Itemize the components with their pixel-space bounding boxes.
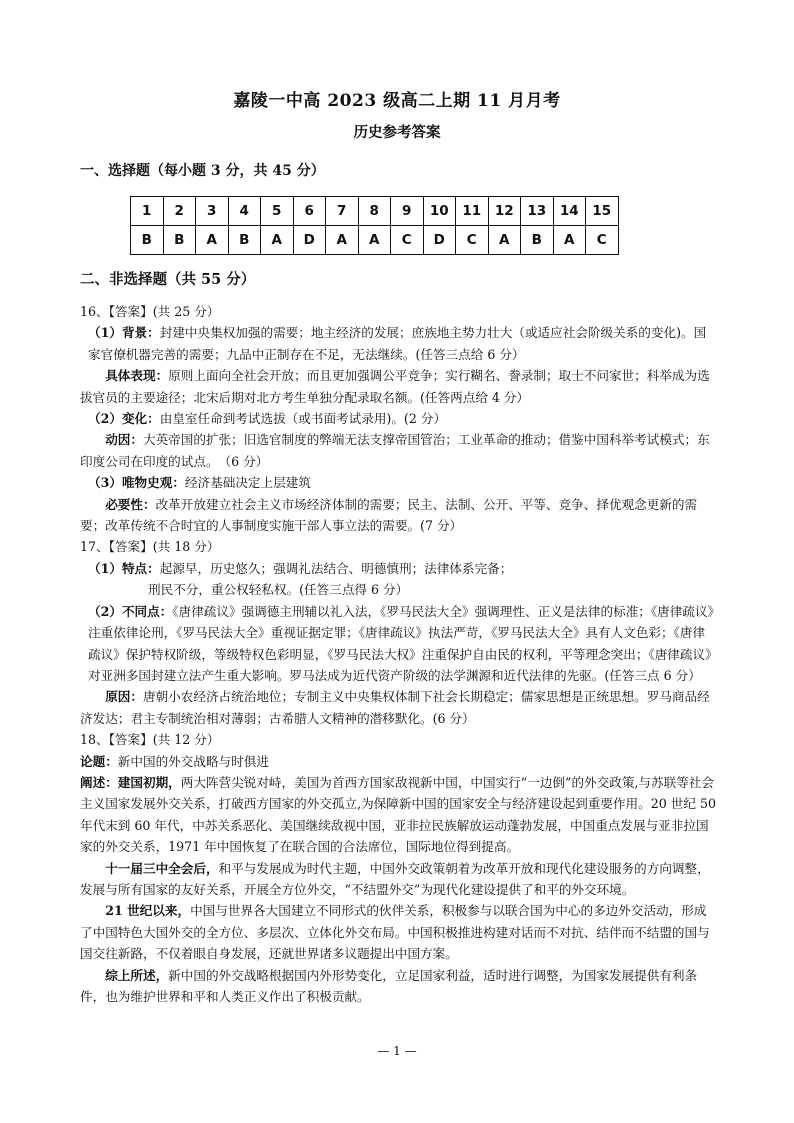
q18-topic-text: 新中国的外交战略与时俱进 xyxy=(117,753,269,769)
q16-necessity xyxy=(80,494,716,537)
q17-differences-label: （2）不同点： xyxy=(88,603,173,619)
question-number-cell: 9 xyxy=(391,197,424,226)
q18-topic xyxy=(80,751,716,772)
answer-cell: B xyxy=(131,226,164,255)
section-2-heading: 二、非选择题（共 55 分） xyxy=(80,271,256,288)
q16-background xyxy=(80,322,716,365)
q16-change xyxy=(80,408,716,429)
q16-necessity-label: 必要性： xyxy=(105,496,156,512)
question-number-cell: 1 xyxy=(131,197,164,226)
q18-reform-text: 和平与发展成为时代主题，中国外交政策朝着为改革开放和现代化建设服务的方向调整，发展与所有国家的友好关系，开展全方位外交，“不结盟外交”为现代化建设提供了和平的外交环境。 xyxy=(80,860,710,897)
q16-change-text: 由皇室任命到考试选拔（或书面考试录用)。(2 分） xyxy=(159,411,447,427)
q18-reform xyxy=(80,858,716,901)
q16-manifestation xyxy=(80,365,716,408)
q16-motive-text: 大英帝国的扩张；旧选官制度的弊端无法支撑帝国管治；工业革命的推动；借鉴中国科举考试模式；东印度公司在印度的试点。 （6 分） xyxy=(80,432,710,469)
answer-cell: B xyxy=(521,226,554,255)
question-number-cell: 2 xyxy=(163,197,196,226)
q18-21st-century-text: 中国与世界各大国建立不同形式的伙伴关系，积极参与以联合国为中心的多边外交活动，形成了中国特色大国外交的全方位、多层次、立体化外交布局。中国积极推进构建对话而不对抗、结伴而不结盟的国与国交往新路，不仅着眼自身发展，还就世界诸多议题提出中国方案。 xyxy=(80,903,710,962)
answer-cell: C xyxy=(586,226,619,255)
q16-manifestation-text: 原则上面向全社会开放；而且更加强调公平竞争；实行糊名、誊录制；取士不问家世；科举成为选拔官员的主要途径；北宋后期对北方考生单独分配录取名额。(任答两点给 4 分） xyxy=(80,368,710,405)
q18-21st-century xyxy=(80,900,716,964)
answer-table-answer-row xyxy=(131,226,619,255)
q18-21st-century-label: 21 世纪以来， xyxy=(105,903,191,919)
question-number-cell: 15 xyxy=(586,197,619,226)
q16-motive xyxy=(80,429,716,472)
answer-cell: A xyxy=(358,226,391,255)
answer-cell: A xyxy=(326,226,359,255)
q17-differences xyxy=(80,601,716,687)
q17-header: 17、【答案】(共 18 分） xyxy=(80,539,220,555)
page-title: 嘉陵一中高 2023 级高二上期 11 月月考 xyxy=(233,91,561,111)
q18-conclusion xyxy=(80,965,716,1008)
page-number: — 1 — xyxy=(377,1044,417,1058)
answer-cell: B xyxy=(163,226,196,255)
q16-header: 16、【答案】(共 25 分） xyxy=(80,304,220,319)
question-number-cell: 4 xyxy=(228,197,261,226)
question-number-cell: 12 xyxy=(488,197,521,226)
answer-table xyxy=(130,196,619,255)
q16-materialism-label: （3）唯物史观： xyxy=(88,475,185,491)
q16-materialism-text: 经济基础决定上层建筑 xyxy=(184,475,311,491)
answer-table-number-row xyxy=(131,197,619,226)
q16-materialism xyxy=(80,472,716,493)
answer-cell: A xyxy=(261,226,294,255)
q16-necessity-text: 改革开放建立社会主义市场经济体制的需要；民主、法制、公开、平等、竞争、择优观念更新的需要；改革传统不合时宜的人事制度实施干部人事立法的需要。(7 分） xyxy=(80,496,698,534)
q16-change-label: （2）变化： xyxy=(88,411,160,427)
answer-body xyxy=(80,301,716,1007)
question-number-cell: 3 xyxy=(196,197,229,226)
q18-conclusion-label: 综上所述， xyxy=(105,967,169,983)
question-number-cell: 10 xyxy=(423,197,456,226)
answer-cell: A xyxy=(553,226,586,255)
q17-differences-text: 《唐律疏议》强调德主刑辅以礼入法，《罗马民法大全》强调理性、正义是法律的标准；《唐律疏议》注重依律论刑，《罗马民法大全》重视证据定罪；《唐律疏议》执法严苛，《罗马民法大全》具有人文色彩；《唐律疏议》保护特权阶级，等级特权色彩明显，《罗马民法大权》注重保护自由民的权利，平等理念突出；《唐律疏议》对亚洲多国封建立法产生重大影响。罗马法成为近代资产阶级的法学渊源和近代法律的先驱。(任答三点 6 分） xyxy=(88,603,714,683)
q17-features xyxy=(80,558,716,579)
question-number-cell: 11 xyxy=(456,197,489,226)
q18-early-label: 阐述：建国初期， xyxy=(80,774,181,790)
q17-reasons-label: 原因： xyxy=(105,689,143,705)
question-number-cell: 13 xyxy=(521,197,554,226)
q17-features-text: 起源早，历史悠久；强调礼法结合、明德慎刑；法律体系完备； xyxy=(159,560,513,576)
answer-cell: D xyxy=(423,226,456,255)
question-number-cell: 5 xyxy=(261,197,294,226)
answer-cell: C xyxy=(456,226,489,255)
q16-background-label: （1）背景： xyxy=(88,325,160,341)
question-number-cell: 6 xyxy=(293,197,326,226)
q18-early-text: 两大阵营尖锐对峙，美国为首西方国家敌视新中国，中国实行“一边倒”的外交政策,与苏联等社会主义国家发展外交关系，打破西方国家的外交孤立,为保障新中国的国家安全与经济建设起到重要作用。20 世纪 50 年代末到 60 年代，中苏关系恶化、美国继续敌视中国，亚非拉民族解放运动蓬勃发展，中国重点发展与亚非拉国家的外交关系，1971 年中国恢复了在联合国的合法席位，国际地位得到提高。 xyxy=(80,774,716,855)
answer-cell: C xyxy=(391,226,424,255)
q18-reform-label: 十一届三中全会后， xyxy=(105,860,219,876)
q18-header: 18、【答案】(共 12 分） xyxy=(80,732,220,748)
q16-manifestation-label: 具体表现： xyxy=(105,368,169,384)
answer-cell: D xyxy=(293,226,326,255)
q16-background-text: 封建中央集权加强的需要；地主经济的发展；庶族地主势力壮大（或适应社会阶级关系的变化)。国家官僚机器完善的需要；九品中正制存在不足，无法继续。(任答三点给 6 分） xyxy=(88,325,707,362)
answer-cell: B xyxy=(228,226,261,255)
q17-features-label: （1）特点： xyxy=(88,560,160,576)
q18-early xyxy=(80,772,716,858)
answer-cell: A xyxy=(488,226,521,255)
q16-motive-label: 动因： xyxy=(105,432,143,448)
question-number-cell: 8 xyxy=(358,197,391,226)
q18-topic-label: 论题： xyxy=(80,753,118,769)
question-number-cell: 14 xyxy=(553,197,586,226)
page-subtitle: 历史参考答案 xyxy=(353,124,441,141)
answer-cell: A xyxy=(196,226,229,255)
section-1-heading: 一、选择题（每小题 3 分，共 45 分） xyxy=(80,163,325,179)
q17-reasons-text: 唐朝小农经济占统治地位；专制主义中央集权体制下社会长期稳定；儒家思想是正统思想。罗马商品经济发达；君主专制统治相对薄弱；古希腊人文精神的潜移默化。(6 分） xyxy=(80,689,710,726)
question-number-cell: 7 xyxy=(326,197,359,226)
q18-conclusion-text: 新中国的外交战略根据国内外形势变化，立足国家利益，适时进行调整，为国家发展提供有利条件，也为维护世界和平和人类正义作出了积极贡献。 xyxy=(80,967,698,1004)
q17-features-cont: 刑民不分，重公权轻私权。(任答三点得 6 分） xyxy=(148,582,409,598)
q17-reasons xyxy=(80,686,716,729)
